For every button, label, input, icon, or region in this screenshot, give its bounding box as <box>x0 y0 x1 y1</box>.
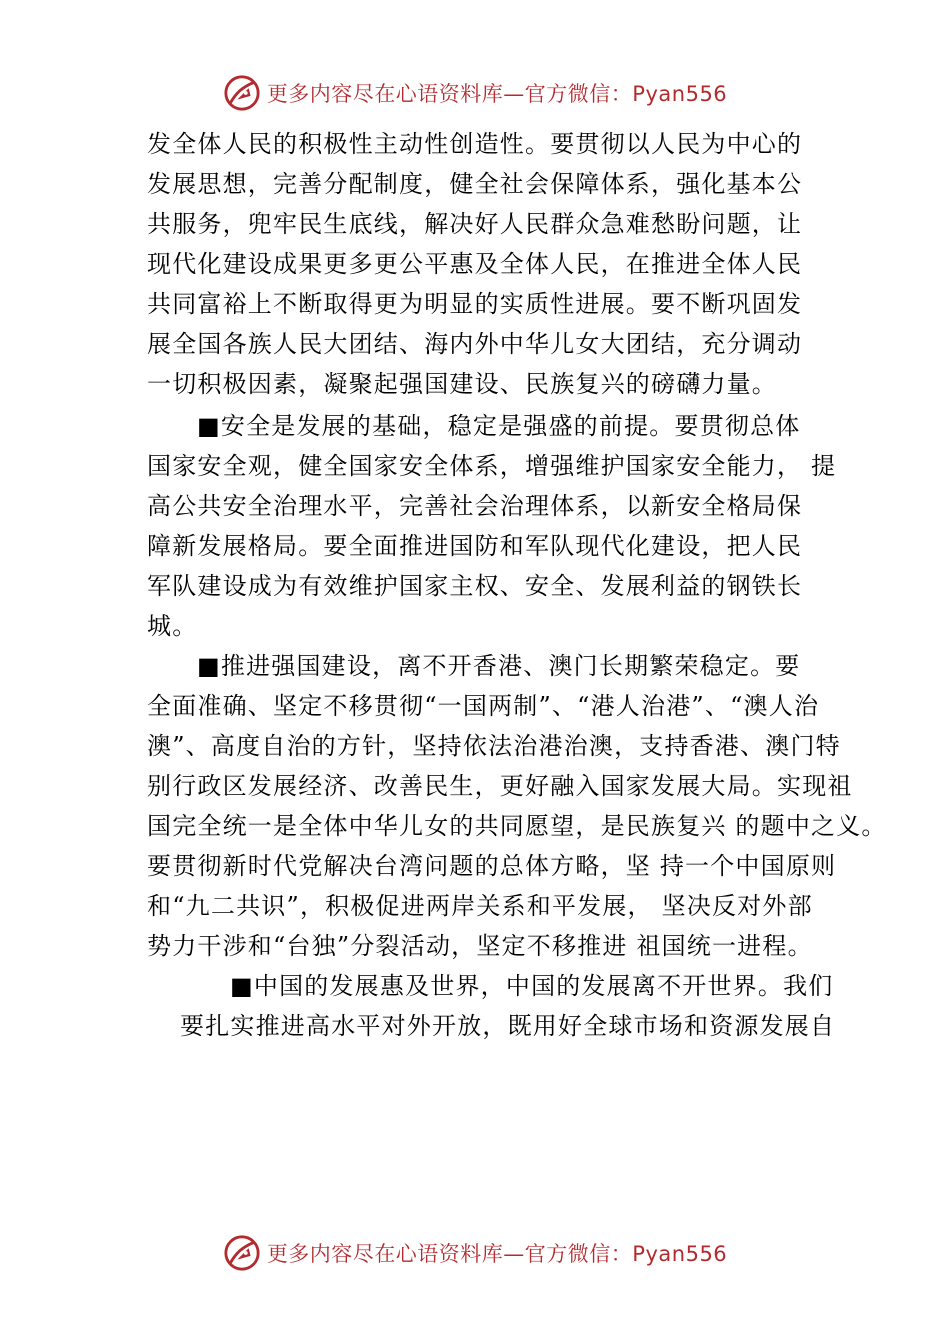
body-line: 国完全统一是全体中华儿女的共同愿望，是民族复兴 的题中之义。 <box>147 812 887 840</box>
header-banner <box>0 71 950 115</box>
footer-banner <box>0 1231 950 1275</box>
footer-banner-text: 更多内容尽在心语资料库—官方微信：Pyan556 <box>266 1242 728 1266</box>
body-line: 现代化建设成果更多更公平惠及全体人民，在推进全体人民 <box>147 250 803 278</box>
pen-nib-logo-icon <box>223 1234 261 1272</box>
body-line: 别行政区发展经济、改善民生，更好融入国家发展大局。实现祖 <box>147 772 853 800</box>
body-line: 高公共安全治理水平，完善社会治理体系，以新安全格局保 <box>147 492 803 520</box>
paragraph-start-line: ■推进强国建设，离不开香港、澳门长期繁荣稳定。要 <box>197 652 801 680</box>
paragraph-start-line: ■安全是发展的基础，稳定是强盛的前提。要贯彻总体 <box>197 412 801 440</box>
body-line: 军队建设成为有效维护国家主权、安全、发展利益的钢铁长 <box>147 572 803 600</box>
body-line: 势力干涉和“台独”分裂活动，坚定不移推进 祖国统一进程。 <box>147 932 813 960</box>
body-line: 展全国各族人民大团结、海内外中华儿女大团结，充分调动 <box>147 330 803 358</box>
body-line: 发全体人民的积极性主动性创造性。要贯彻以人民为中心的 <box>147 130 803 158</box>
body-line: 全面准确、坚定不移贯彻“一国两制”、“港人治港”、“澳人治 <box>147 692 820 720</box>
body-line: 要贯彻新时代党解决台湾问题的总体方略，坚 持一个中国原则 <box>147 852 837 880</box>
body-line: 要扎实推进高水平对外开放，既用好全球市场和资源发展自 <box>180 1012 836 1040</box>
body-line: 共同富裕上不断取得更为明显的实质性进展。要不断巩固发 <box>147 290 803 318</box>
body-line: 澳”、高度自治的方针，坚持依法治港治澳，支持香港、澳门特 <box>147 732 841 760</box>
body-line: 共服务，兜牢民生底线，解决好人民群众急难愁盼问题，让 <box>147 210 803 238</box>
body-line: 一切积极因素，凝聚起强国建设、民族复兴的磅礴力量。 <box>147 370 777 398</box>
body-line: 发展思想，完善分配制度，健全社会保障体系，强化基本公 <box>147 170 803 198</box>
body-line: 障新发展格局。要全面推进国防和军队现代化建设，把人民 <box>147 532 803 560</box>
body-line: 城。 <box>147 612 198 640</box>
header-banner-text: 更多内容尽在心语资料库—官方微信：Pyan556 <box>266 82 728 106</box>
body-line: 和“九二共识”，积极促进两岸关系和平发展， 坚决反对外部 <box>147 892 813 920</box>
body-line: 国家安全观，健全国家安全体系，增强维护国家安全能力， 提 <box>147 452 837 480</box>
pen-nib-logo-icon <box>223 74 261 112</box>
paragraph-start-line: ■中国的发展惠及世界，中国的发展离不开世界。我们 <box>230 972 834 1000</box>
